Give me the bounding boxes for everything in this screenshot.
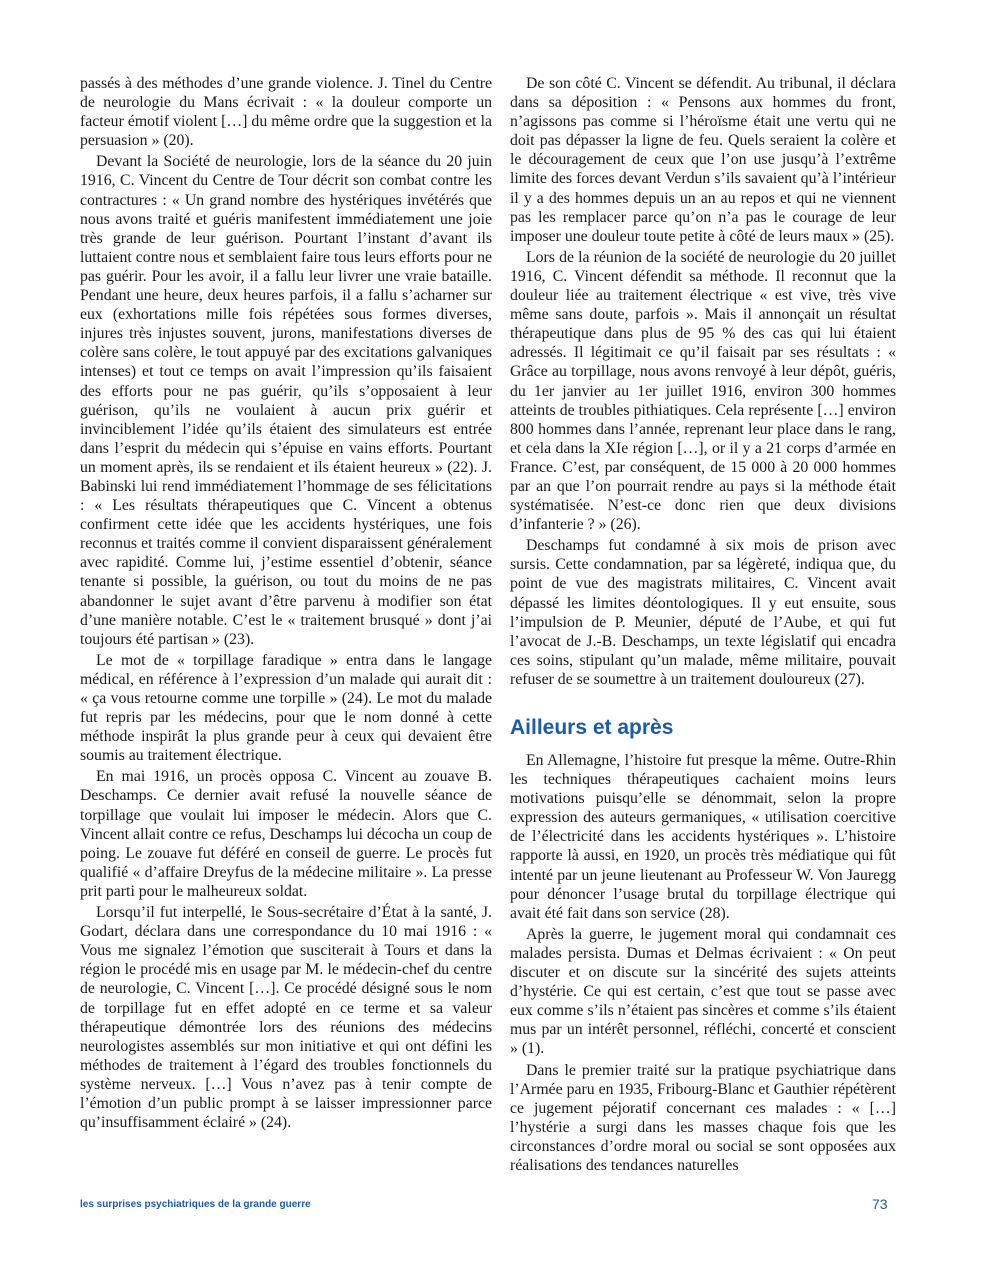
paragraph: Lorsqu’il fut interpellé, le Sous-secrétaire d’État à la santé, J. Godart, déclara dans une correspondance du 10 mai 1916 : « Vous me signalez l’émotion que susciterait à Tours et dans la région le procédé mis en usage par M. le médecin-chef du centre de neurologie, C. Vincent […]. Ce procédé désigné sous le nom de torpillage fut en effet adopté en ce terme et sa valeur thérapeutique démontrée lors des réunions des médecins neurologistes assemblés sur mon initiative et qui ont défini les méthodes de traitement à l’égard des troubles fonctionnels du système nerveux. […] Vous n’avez pas à tenir compte de l’émotion d’un public prompt à se laisser impressionner parce qu’insuffisamment éclairé » (24). (80, 904, 492, 1132)
paragraph: En Allemagne, l’histoire fut presque la même. Outre-Rhin les techniques thérapeutiques cachaient moins leurs motivations puisqu’elle se dénommait, selon la propre expression des auteurs germaniques, « utilisation coercitive de l’électricité dans les accidents hystériques ». L’histoire rapporte là aussi, en 1920, un procès très médiatique qui fût intenté par un jeune lieutenant au Professeur W. Von Jauregg pour dénoncer l’usage brutal du torpillage électrique qui avait été fait dans son service (28). (510, 752, 896, 922)
page-number: 73 (872, 1196, 888, 1212)
left-column (80, 74, 492, 1132)
paragraph: Après la guerre, le jugement moral qui condamnait ces malades persista. Dumas et Delmas écrivaient : « On peut discuter et on discute sur la sincérité des sujets atteints d’hystérie. Ce qui est certain, c’est que tout se passe avec eux comme s’ils n’étaient pas sincères et comme s’ils étaient mus par un intérêt personnel, réfléchi, concerté et conscient » (1). (510, 925, 896, 1058)
paragraph: Lors de la réunion de la société de neurologie du 20 juillet 1916, C. Vincent défendit sa méthode. Il reconnut que la douleur liée au traitement électrique « est vive, très vive même sans doute, parfois ». Mais il annonçait un résultat thérapeutique dans plus de 95 % des cas qui lui étaient adressés. Il légitimait ce qu’il faisait par ses résultats : « Grâce au torpillage, nous avons renvoyé à leur dépôt, guéris, du 1er janvier au 1er juillet 1916, environ 300 hommes atteints de troubles pithiatiques. Cela représente […] environ 800 hommes dans l’année, reprenant leur place dans le rang, et cela dans la XIe région […], or il y a 21 corps d’armée en France. C’est, par conséquent, de 15 000 à 20 000 hommes par an que l’on pourrait rendre au pays si la méthode était systématisée. N’est-ce donc rien que deux divisions d’infanterie ? » (26). (510, 248, 896, 534)
paragraph: Le mot de « torpillage faradique » entra dans le langage médical, en référence à l’expression d’un malade qui aurait dit : « ça vous retourne comme une torpille » (24). Le mot du malade fut repris par les médecins, pour que le nom donné à cette méthode inspirât la plus grande peur à ceux qui devaient être soumis au traitement électrique. (80, 651, 492, 765)
paragraph: Devant la Société de neurologie, lors de la séance du 20 juin 1916, C. Vincent du Centre de Tour décrit son combat contre les contractures : « Un grand nombre des hystériques invétérés que nous avons traité et guéris manifestent immédiatement une joie très grande de leur guérison. Pourtant l’instant d’avant ils luttaient contre nous et semblaient faire tous leurs efforts pour ne pas guérir. Pour les avoir, il a fallu leur livrer une vraie bataille. Pendant une heure, deux heures parfois, il a fallu s’acharner sur eux (exhortations mille fois répétées sous formes diverses, injures très injustes souvent, jurons, manifestations diverses de colère sans colère, le tout appuyé par des excitations galvaniques intenses) et tout ce temps on avait l’impression qu’ils faisaient des efforts pour ne pas guérir, qu’ils s’opposaient à leur guérison, qu’ils ne voulaient à aucun prix guérir et invinciblement l’idée qu’ils étaient des simulateurs est entrée dans l’esprit du médecin qui s’épuise en vains efforts. Pourtant un moment après, ils se rendaient et ils étaient heureux » (22). J. Babinski lui rend immédiatement l’hommage de ses félicitations : « Les résultats thérapeutiques que C. Vincent a obtenus confirment cette idée que les accidents hystériques, une fois reconnus et traités comme il convient disparaissent généralement avec rapidité. Comme lui, j’estime essentiel d’obtenir, séance tenante si possible, la guérison, ou tout du moins de ne pas abandonner le sujet avant d’être parvenu à modifier son état d’une manière notable. C’est le « traitement brusqué » dont j’ai toujours été partisan » (23). (80, 153, 492, 648)
paragraph: En mai 1916, un procès opposa C. Vincent au zouave B. Deschamps. Ce dernier avait refusé la nouvelle séance de torpillage que voulait lui imposer le médecin. Alors que C. Vincent allait contre ce refus, Deschamps lui décocha un coup de poing. Le zouave fut déféré en conseil de guerre. Le procès fut qualifié « d’affaire Dreyfus de la médecine militaire ». La presse prit parti pour le malheureux soldat. (80, 768, 492, 900)
running-title: les surprises psychiatriques de la grande guerre (80, 1199, 311, 1210)
section-heading: Ailleurs et après (510, 716, 674, 739)
paragraph: De son côté C. Vincent se défendit. Au tribunal, il déclara dans sa déposition : « Pensons aux hommes du front, n’agissons pas comme si l’héroïsme était une vertu qui ne doit pas dépasser la ligne de feu. Quels seraient la colère et le découragement de ceux que l’on use jusqu’à l’extrême limite des forces devant Verdun s’ils savaient qu’à l’intérieur il y a des hommes depuis un an au repos et qui ne viennent pas les remplacer parce qu’on n’a pas le courage de leur imposer une douleur toute petite à côté de leurs maux » (25). (510, 75, 896, 245)
right-column (510, 74, 896, 1175)
paragraph: passés à des méthodes d’une grande violence. J. Tinel du Centre de neurologie du Mans écrivait : « la douleur comporte un facteur émotif violent […] du même ordre que la suggestion et la persuasion » (20). (80, 75, 492, 150)
paragraph: Dans le premier traité sur la pratique psychiatrique dans l’Armée paru en 1935, Fribourg-Blanc et Gauthier répétèrent ce jugement péjoratif concernant ces malades : « […] l’hystérie a surgi dans les masses chaque fois que les circonstances d’ordre moral ou social se sont opposées aux réalisations des tendances naturelles (510, 1061, 896, 1174)
paragraph: Deschamps fut condamné à six mois de prison avec sursis. Cette condamnation, par sa légèreté, indiqua que, du point de vue des magistrats militaires, C. Vincent avait dépassé les limites déontologiques. Il y eut ensuite, sous l’impulsion de P. Meunier, député de l’Aube, et qui fut l’avocat de J.-B. Deschamps, un texte législatif qui encadra ces soins, stipulant qu’un malade, même militaire, pouvait refuser de se soumettre à un traitement douloureux (27). (510, 537, 896, 688)
